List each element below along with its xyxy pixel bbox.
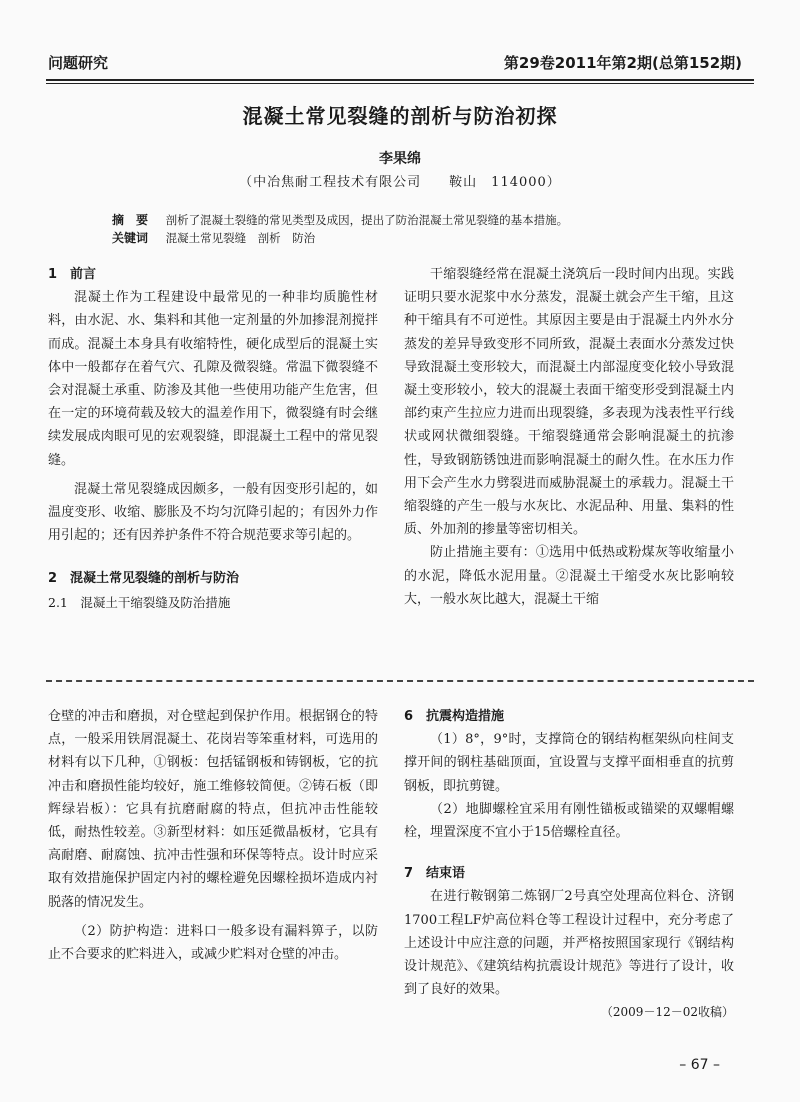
paragraph: 混凝土常见裂缝成因颇多，一般有因变形引起的，如温度变形、收缩、膨胀及不均匀沉降引起的；有因外力作用引起的；还有因养护条件不符合规范要求等引起的。 xyxy=(48,481,378,544)
running-header-journal: 第29卷2011年第2期(总第152期) xyxy=(503,54,742,72)
subsection-heading-2-1: 2.1 混凝土干缩裂缝及防治措施 xyxy=(48,594,231,610)
section-heading-2: 2 混凝土常见裂缝的剖析与防治 xyxy=(48,571,240,587)
abstract-row xyxy=(112,211,732,229)
paragraph: （2）防护构造：进料口一般多设有漏料箅子，以防止不合要求的贮料进入，或减少贮料对仓壁的冲击。 xyxy=(48,923,378,963)
column-top-left xyxy=(48,263,378,614)
header-rule-thin xyxy=(46,83,754,84)
paragraph: （1）8°，9°时，支撑筒仓的钢结构框架纵向柱间支撑开间的钢柱基础顶面，宜设置与支撑平面相垂直的抗剪钢板，即抗剪键。 xyxy=(404,732,734,794)
column-bottom-left xyxy=(48,705,378,966)
abstract-label: 摘 要 xyxy=(112,213,149,227)
paragraph: 防止措施主要有：①选用中低热或粉煤灰等收缩量小的水泥，降低水泥用量。②混凝土干缩受水灰比影响较大，一般水灰比越大，混凝土干缩 xyxy=(404,545,734,607)
received-date: （2009－12－02收稿） xyxy=(600,1005,734,1020)
keywords-label: 关键词 xyxy=(112,231,149,245)
section-heading-intro: 1 前言 xyxy=(48,267,97,282)
article-title: 混凝土常见裂缝的剖析与防治初探 xyxy=(242,104,558,128)
paragraph: （2）地脚螺栓宜采用有刚性锚板或锚梁的双螺帽螺栓，埋置深度不宜小于15倍螺栓直径。 xyxy=(404,801,734,841)
section-heading-7: 7 结束语 xyxy=(404,866,466,882)
section-separator xyxy=(46,680,754,682)
keywords-row xyxy=(112,229,732,247)
column-bottom-right xyxy=(404,705,734,1025)
column-top-right xyxy=(404,263,734,611)
running-header-section: 问题研究 xyxy=(48,54,109,72)
page-number: – 67 – xyxy=(679,1057,720,1073)
paragraph: 干缩裂缝经常在混凝土浇筑后一段时间内出现。实践证明只要水泥浆中水分蒸发，混凝土就会产生干缩，且这种干缩具有不可逆性。其原因主要是由于混凝土内外水分蒸发的差异导致变形不同所致，混凝土表面水分蒸发过快导致混凝土变形较大，而混凝土内部湿度变化较小导致混凝土变形较小，较大的混凝土表面干缩变形受到混凝土内部约束产生拉应力进而出现裂缝，多表现为浅表性平行线状或网状微细裂缝。干缩裂缝通常会影响混凝土的抗渗性，导致钢筋锈蚀进而影响混凝土的耐久性。在水压力作用下会产生水力劈裂进而威胁混凝土的承载力。混凝土干缩裂缝的产生一般与水灰比、水泥品种、用量、集料的性质、外加剂的掺量等密切相关。 xyxy=(404,267,734,538)
paragraph: 仓壁的冲击和磨损，对仓壁起到保护作用。根据钢仓的特点，一般采用铁屑混凝土、花岗岩等笨重材料，可选用的材料有以下几种，①钢板：包括锰钢板和铸钢板，它的抗冲击和磨损性能均较好，施工维修较简便。②铸石板（即辉绿岩板）：它具有抗磨耐腐的特点，但抗冲击性能较低，耐热性较差。③新型材料：如压延微晶板材，它具有高耐磨、耐腐蚀、抗冲击性强和环保等特点。设计时应采取有效措施保护固定内衬的螺栓避免因螺栓损坏造成内衬脱落的情况发生。 xyxy=(48,709,378,910)
section-heading-6: 6 抗震构造措施 xyxy=(404,709,505,724)
abstract-block xyxy=(112,211,732,247)
abstract-text: 剖析了混凝土裂缝的常见类型及成因，提出了防治混凝土常见裂缝的基本措施。 xyxy=(165,213,569,227)
article-affiliation: （中冶焦耐工程技术有限公司 鞍山 114000） xyxy=(239,175,561,190)
paragraph: 混凝土作为工程建设中最常见的一种非均质脆性材料，由水泥、水、集料和其他一定剂量的外加掺混剂搅拌而成。混凝土本身具有收缩特性，硬化成型后的混凝土实体中一般都存在着气穴、孔隙及微裂缝。常温下微裂缝不会对混凝土承重、防渗及其他一些使用功能产生危害，但在一定的环境荷载及较大的温差作用下，微裂缝有时会继续发展成肉眼可见的宏观裂缝，即混凝土工程中的常见裂缝。 xyxy=(48,290,378,468)
paragraph: 在进行鞍钢第二炼钢厂2号真空处理高位料仓、济钢1700工程LF炉高位料仓等工程设计过程中，充分考虑了上述设计中应注意的问题，并严格按照国家现行《钢结构设计规范》、《建筑结构抗震设计规范》等进行了设计，收到了良好的效果。 xyxy=(404,889,734,998)
keywords-text: 混凝土常见裂缝 剖析 防治 xyxy=(165,231,316,245)
header-rule xyxy=(46,79,754,81)
article-author: 李果绵 xyxy=(379,151,421,167)
